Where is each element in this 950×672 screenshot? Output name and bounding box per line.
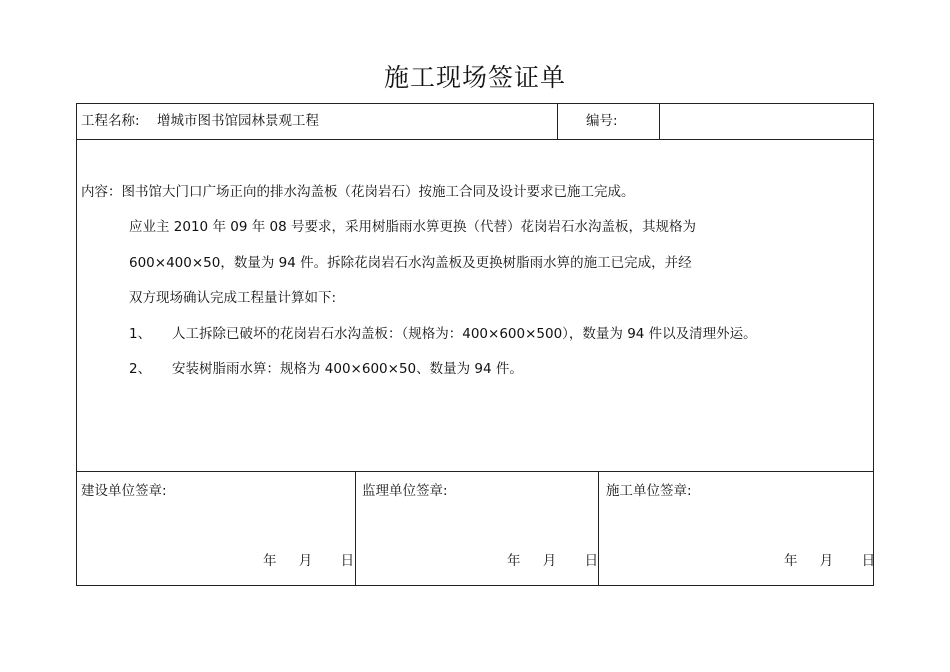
content-line-3: 600×400×50，数量为 94 件。拆除花岗岩石水沟盖板及更换树脂雨水箅的施工已完成，并经	[129, 255, 692, 271]
date-year: 年	[507, 553, 521, 569]
content-line-1: 内容：图书馆大门口广场正向的排水沟盖板（花岗岩石）按施工合同及设计要求已施工完成。	[81, 184, 635, 200]
header-divider-1	[557, 103, 558, 139]
project-name-label: 工程名称:	[81, 113, 140, 129]
date-month: 月	[819, 553, 834, 569]
date-month: 月	[542, 553, 557, 569]
signature-label-supervisor: 监理单位签章:	[362, 483, 448, 499]
item-text: 安装树脂雨水箅：规格为 400×600×50、数量为 94 件。	[172, 361, 523, 377]
table-border-right	[873, 103, 874, 586]
signature-date-construction-owner	[263, 553, 354, 569]
project-name-value: 增城市图书馆园林景观工程	[157, 113, 319, 129]
header-row-divider	[76, 139, 874, 140]
date-day: 日	[861, 553, 876, 569]
content-line-2: 应业主 2010 年 09 年 08 号要求，采用树脂雨水箅更换（代替）花岗岩石水沟盖板，其规格为	[129, 219, 696, 235]
number-label: 编号:	[586, 113, 618, 129]
table-border-bottom	[76, 585, 874, 586]
signature-date-contractor	[784, 553, 875, 569]
date-day: 日	[584, 553, 599, 569]
signature-label-construction-owner: 建设单位签章:	[81, 483, 167, 499]
table-border-left	[76, 103, 77, 586]
item-number: 1、	[129, 326, 152, 342]
item-text: 人工拆除已破坏的花岗岩石水沟盖板：（规格为：400×600×500），数量为 94 件以及清理外运。	[172, 326, 757, 342]
header-divider-2	[659, 103, 660, 139]
document-title: 施工现场签证单	[383, 63, 566, 92]
content-line-4: 双方现场确认完成工程量计算如下:	[129, 290, 337, 306]
signature-label-contractor: 施工单位签章:	[606, 483, 692, 499]
signature-date-supervisor	[507, 553, 598, 569]
signature-divider-2	[598, 471, 599, 585]
date-month: 月	[298, 553, 313, 569]
date-day: 日	[340, 553, 355, 569]
item-number: 2、	[129, 361, 152, 377]
signature-divider-1	[355, 471, 356, 585]
date-year: 年	[784, 553, 798, 569]
date-year: 年	[263, 553, 277, 569]
table-border-top	[76, 103, 874, 104]
content-bottom-divider	[76, 471, 874, 472]
